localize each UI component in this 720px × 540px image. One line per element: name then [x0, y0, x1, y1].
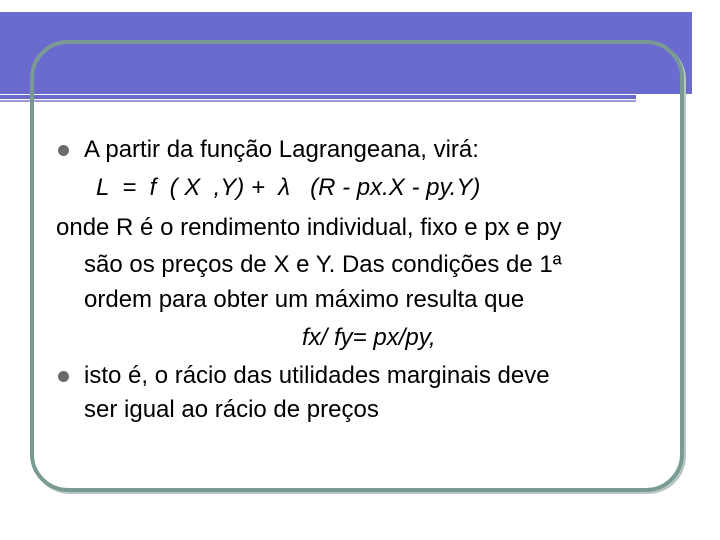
- bullet-2-line-2: ser igual ao rácio de preços: [84, 396, 379, 423]
- paragraph-line-3: ordem para obter um máximo resulta que: [84, 286, 525, 313]
- marginal-ratio-formula: fx/ fy= px/py,: [302, 324, 436, 351]
- lagrangean-formula: L = f ( X ,Y) + λ (R - px.X - py.Y): [96, 174, 481, 201]
- bullet-1-text: A partir da função Lagrangeana, virá:: [84, 136, 479, 163]
- paragraph-line-1: onde R é o rendimento individual, fixo e px e py: [56, 214, 562, 241]
- bullet-dot-2: [58, 371, 69, 382]
- paragraph-line-2: são os preços de X e Y. Das condições de 1ª: [84, 251, 562, 278]
- bullet-2-line-1: isto é, o rácio das utilidades marginais deve: [84, 362, 550, 389]
- bullet-dot-1: [58, 145, 69, 156]
